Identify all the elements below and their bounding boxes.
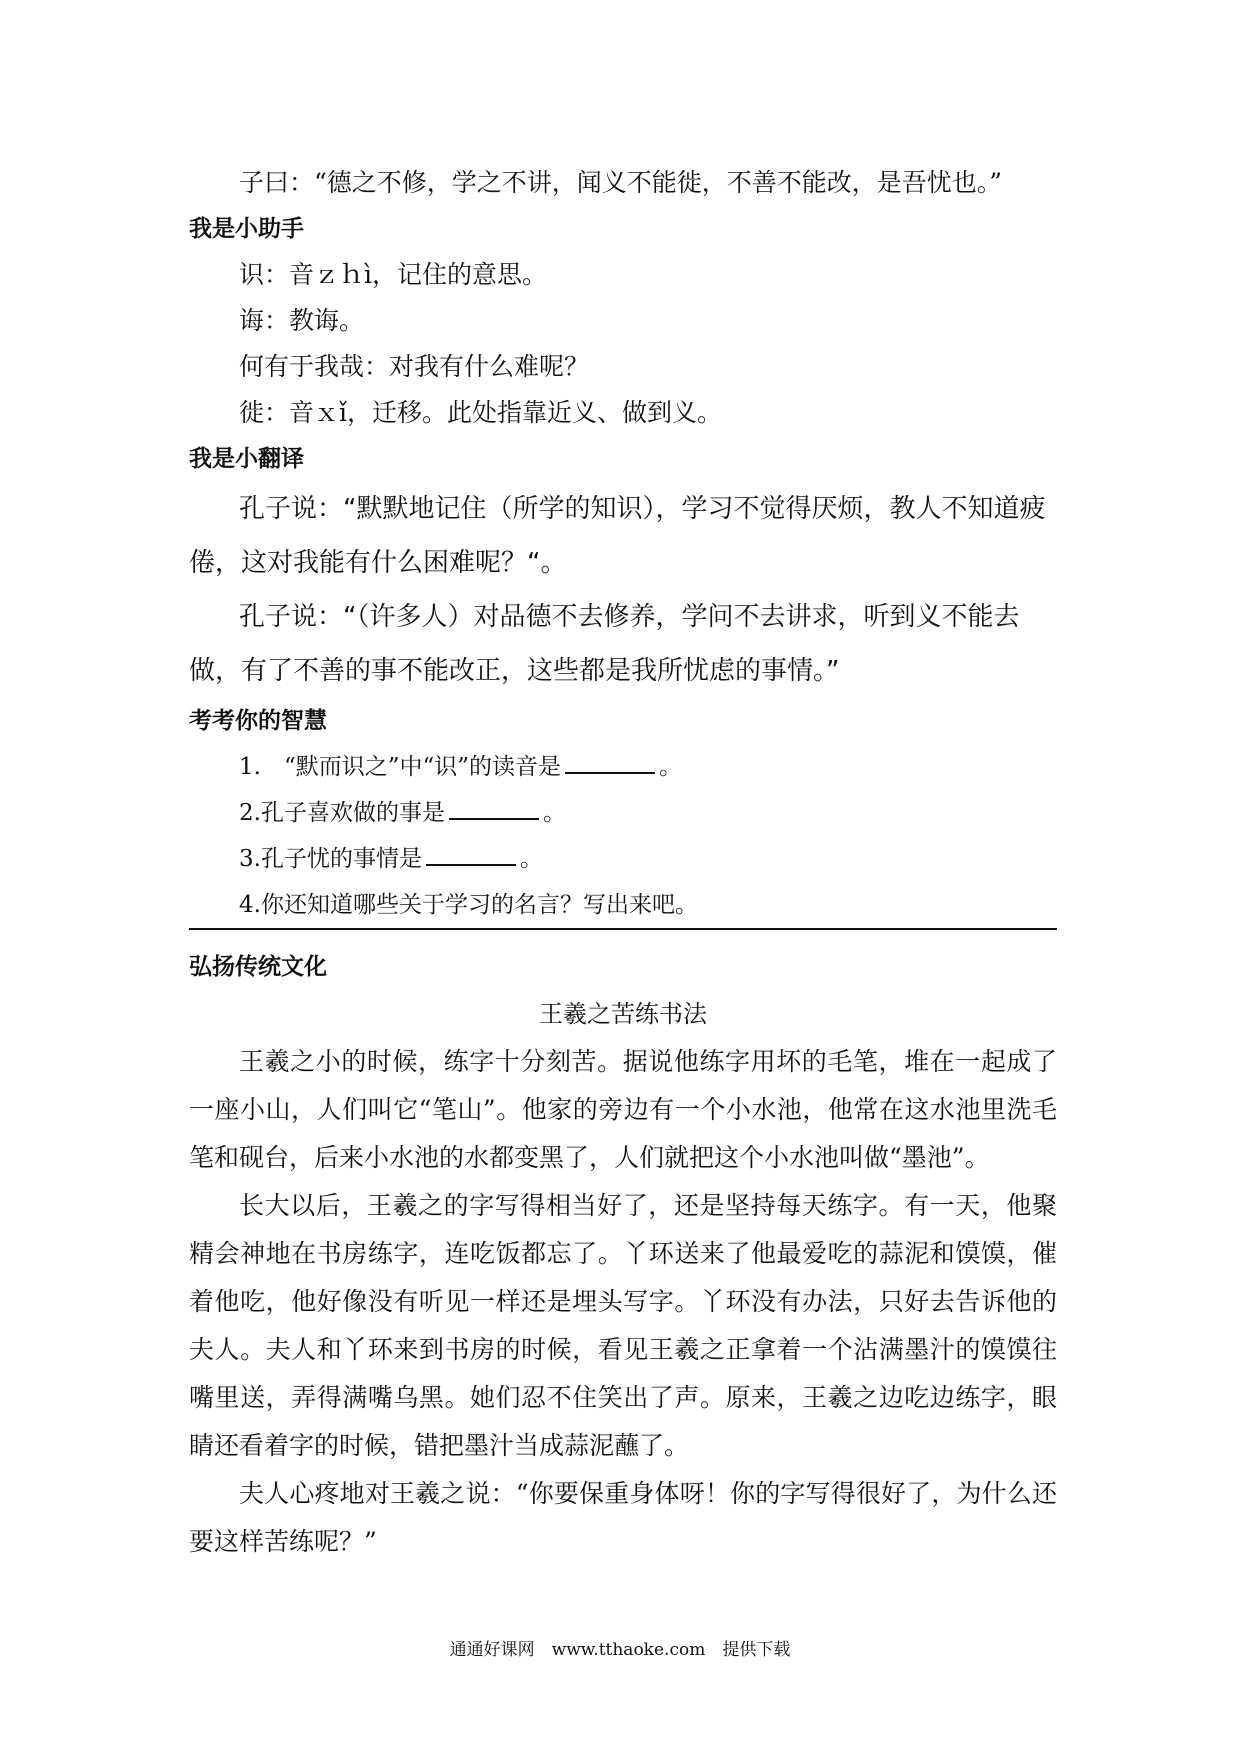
helper-item: 诲：教诲。 — [239, 306, 365, 335]
section-divider — [189, 928, 1057, 930]
culture-heading: 弘扬传统文化 — [189, 954, 327, 980]
answer-blank[interactable] — [565, 750, 655, 774]
story-paragraph: 夫人心疼地对王羲之说：“你要保重身体呀！你的字写得很好了，为什么还要这样苦练呢？” — [189, 1479, 1057, 1556]
culture-section — [189, 944, 1057, 1566]
story-paragraph: 长大以后，王羲之的字写得相当好了，还是坚持每天练字。有一天，他聚精会神地在书房练字，连吃饭都忘了。丫环送来了他最爱吃的蒜泥和馍馍，催着他吃，他好像没有听见一样还是埋头写字。丫环没有办法，只好去告诉他的夫人。夫人和丫环来到书房的时候，看见王羲之正拿着一个沾满墨汁的馍馍往嘴里送，弄得满嘴乌黑。她们忍不住笑出了声。原来，王羲之边吃边练字，眼睛还看着字的时候，错把墨汁当成蒜泥蘸了。 — [189, 1191, 1057, 1460]
helper-item: 识：音ｚｈì，记住的意思。 — [239, 260, 547, 289]
quiz-question-end: 。 — [519, 846, 543, 872]
translate-heading: 我是小翻译 — [189, 446, 304, 472]
upper-section — [189, 160, 1057, 928]
helper-heading: 我是小助手 — [189, 216, 304, 242]
quiz-question-text: 3.孔子忧的事情是 — [239, 846, 422, 872]
quiz-question-2 — [189, 790, 1057, 836]
translation-paragraph: 孔子说：“默默地记住（所学的知识），学习不觉得厌烦，教人不知道疲倦，这对我能有什么困难呢？“。 — [189, 494, 1046, 578]
answer-blank[interactable] — [426, 842, 516, 866]
answer-blank[interactable] — [449, 796, 539, 820]
top-quote: 子曰：“德之不修，学之不讲，闻义不能徙，不善不能改，是吾忧也。” — [239, 168, 1003, 197]
quiz-question-1 — [189, 744, 1057, 790]
quiz-question-4: 4.你还知道哪些关于学习的名言？写出来吧。 — [239, 892, 698, 918]
quiz-question-text: 1. “默而识之”中“识”的读音是 — [239, 754, 561, 780]
quiz-question-text: 2.孔子喜欢做的事是 — [239, 800, 445, 826]
helper-item: 徙：音ｘǐ，迁移。此处指靠近义、做到义。 — [239, 398, 722, 427]
story-title: 王羲之苦练书法 — [539, 1000, 707, 1028]
quiz-question-3 — [189, 836, 1057, 882]
quiz-question-end: 。 — [658, 754, 682, 780]
quiz-heading: 考考你的智慧 — [189, 708, 327, 734]
quiz-question-end: 。 — [542, 800, 566, 826]
helper-item: 何有于我哉：对我有什么难呢？ — [239, 352, 590, 381]
translation-paragraph: 孔子说：“（许多人）对品德不去修养，学问不去讲求，听到义不能去做，有了不善的事不能改正，这些都是我所忧虑的事情。” — [189, 602, 1020, 686]
page-footer: 通通好课网 www.tthaoke.com 提供下载 — [449, 1640, 791, 1660]
story-paragraph: 王羲之小的时候，练字十分刻苦。据说他练字用坏的毛笔，堆在一起成了一座小山，人们叫它“笔山”。他家的旁边有一个小水池，他常在这水池里洗毛笔和砚台，后来小水池的水都变黑了，人们就把这个小水池叫做“墨池”。 — [189, 1047, 1057, 1172]
